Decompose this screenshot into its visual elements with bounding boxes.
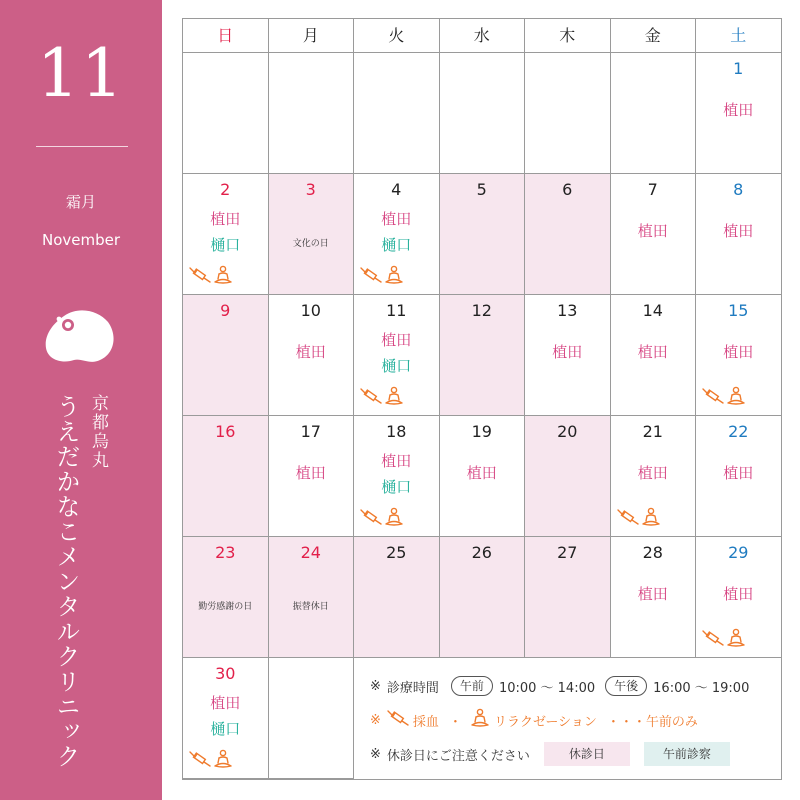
day-cell [354,174,440,295]
day-number: 18 [386,422,407,441]
doctor-ueda: 植田 [723,464,754,482]
weekday-header: 金 [611,19,697,53]
day-cell [269,537,355,658]
doctor-ueda: 植田 [637,464,668,482]
closed-note [370,742,730,766]
day-cell [354,295,440,416]
note-mark: ※ [370,712,381,728]
day-number: 25 [386,543,407,562]
day-cell [440,416,526,537]
day-number: 11 [386,301,407,320]
syringe-icon [702,630,724,650]
am-pill: 午前 [451,676,493,696]
meditation-icon [470,708,490,732]
meditation-icon [384,386,404,410]
day-number: 23 [215,543,236,562]
syringe-icon [360,267,382,287]
syringe-icon [702,388,724,408]
day-cell [525,174,611,295]
day-cell [183,416,269,537]
day-number: 3 [305,180,316,199]
day-number: 21 [642,422,663,441]
day-cell [183,174,269,295]
service-icons [617,506,661,532]
day-cell [440,537,526,658]
doctor-ueda: 植田 [210,694,241,712]
day-number: 7 [647,180,658,199]
day-number: 27 [557,543,578,562]
day-number: 10 [300,301,321,320]
meditation-icon [726,386,746,410]
doctor-ueda: 植田 [637,585,668,603]
day-cell [696,174,782,295]
pm-time: 16:00 〜 19:00 [653,680,750,696]
syringe-icon [360,509,382,529]
pm-pill: 午後 [605,676,647,696]
syringe-icon [189,751,211,771]
doctor-higuchi: 樋口 [381,478,412,496]
day-number: 12 [471,301,492,320]
day-cell [354,537,440,658]
doctor-ueda: 植田 [381,210,412,228]
syringe-icon [617,509,639,529]
service-note [370,708,698,732]
doctor-higuchi: 樋口 [381,236,412,254]
service-icons [189,748,233,774]
month-japanese-name: 霜月 [65,193,96,211]
day-number: 28 [642,543,663,562]
day-cell [269,416,355,537]
day-number: 1 [733,59,744,78]
day-cell [183,295,269,416]
day-cell [440,295,526,416]
day-number: 22 [728,422,749,441]
day-cell [525,537,611,658]
weekday-header: 月 [269,19,355,53]
meditation-icon [384,265,404,289]
syringe-icon [360,388,382,408]
day-cell [354,416,440,537]
day-cell [440,174,526,295]
weekday-header: 水 [440,19,526,53]
syringe-icon [189,267,211,287]
day-cell [611,416,697,537]
empty-day-cell [611,53,697,174]
day-cell [269,295,355,416]
dot: ・ [448,714,462,730]
doctor-ueda: 植田 [295,343,326,361]
day-cell [525,295,611,416]
day-cell [183,658,269,779]
blood-label: 採血 [412,714,439,730]
day-number: 2 [220,180,231,199]
day-number: 26 [471,543,492,562]
day-number: 13 [557,301,578,320]
service-icons [702,627,746,653]
holiday-name: 振替休日 [292,602,329,612]
doctor-ueda: 植田 [723,585,754,603]
clinic-logo-icon [44,308,116,366]
syringe-icon [387,710,409,730]
day-cell [269,174,355,295]
hours-note [370,676,749,696]
day-cell [611,174,697,295]
doctor-ueda: 植田 [637,343,668,361]
day-cell [696,416,782,537]
weekday-header: 日 [183,19,269,53]
day-number: 20 [557,422,578,441]
day-number: 6 [562,180,573,199]
day-number: 29 [728,543,749,562]
day-cell [611,537,697,658]
weekday-header: 木 [525,19,611,53]
doctor-ueda: 植田 [295,464,326,482]
doctor-ueda: 植田 [381,331,412,349]
divider [36,146,128,147]
note-mark: ※ [370,746,381,762]
empty-day-cell [440,53,526,174]
day-cell [525,416,611,537]
legend-closed: 休診日 [544,742,630,766]
notes-panel [356,664,782,780]
day-cell [183,537,269,658]
weekday-header: 土 [696,19,782,53]
relax-label: リラクゼーション [493,714,597,730]
note-mark: ※ [370,678,381,694]
day-cell [696,537,782,658]
doctor-higuchi: 樋口 [381,357,412,375]
am-time: 10:00 〜 14:00 [498,680,596,696]
day-number: 4 [391,180,402,199]
day-number: 24 [300,543,321,562]
day-number: 17 [300,422,321,441]
empty-day-cell [525,53,611,174]
day-number: 15 [728,301,749,320]
month-number: 11 [37,35,125,112]
day-number: 19 [471,422,492,441]
doctor-ueda: 植田 [723,222,754,240]
doctor-ueda: 植田 [466,464,497,482]
doctor-ueda: 植田 [723,343,754,361]
day-cell [696,295,782,416]
doctor-ueda: 植田 [381,452,412,470]
holiday-name: 勤労感謝の日 [198,602,253,612]
weekday-header: 火 [354,19,440,53]
day-number: 30 [215,664,236,683]
empty-day-cell [183,53,269,174]
day-cell [696,53,782,174]
day-number: 5 [476,180,487,199]
month-english-name: November [41,231,121,249]
service-icons [702,385,746,411]
doctor-ueda: 植田 [637,222,668,240]
hours-label: 診療時間 [386,680,439,696]
am-only-label: ・・・午前のみ [606,714,698,730]
meditation-icon [641,507,661,531]
clinic-area: 京都烏丸 [88,394,108,470]
empty-day-cell [269,53,355,174]
meditation-icon [726,628,746,652]
service-icons [360,385,404,411]
holiday-name: 文化の日 [292,239,329,249]
meditation-icon [384,507,404,531]
clinic-name: うえだかなこメンタルクリニック [52,394,80,769]
meditation-icon [213,749,233,773]
doctor-ueda: 植田 [210,210,241,228]
doctor-higuchi: 樋口 [210,236,241,254]
day-number: 9 [220,301,231,320]
doctor-higuchi: 樋口 [210,720,241,738]
day-number: 16 [215,422,236,441]
doctor-ueda: 植田 [723,101,754,119]
empty-day-cell [269,658,355,779]
doctor-ueda: 植田 [552,343,583,361]
day-number: 14 [642,301,663,320]
meditation-icon [213,265,233,289]
service-icons [360,264,404,290]
empty-day-cell [354,53,440,174]
service-icons [189,264,233,290]
legend-am-only: 午前診察 [644,742,730,766]
day-number: 8 [733,180,744,199]
day-cell [611,295,697,416]
sidebar [0,0,162,800]
closed-note-text: 休診日にご注意ください [386,748,530,764]
service-icons [360,506,404,532]
